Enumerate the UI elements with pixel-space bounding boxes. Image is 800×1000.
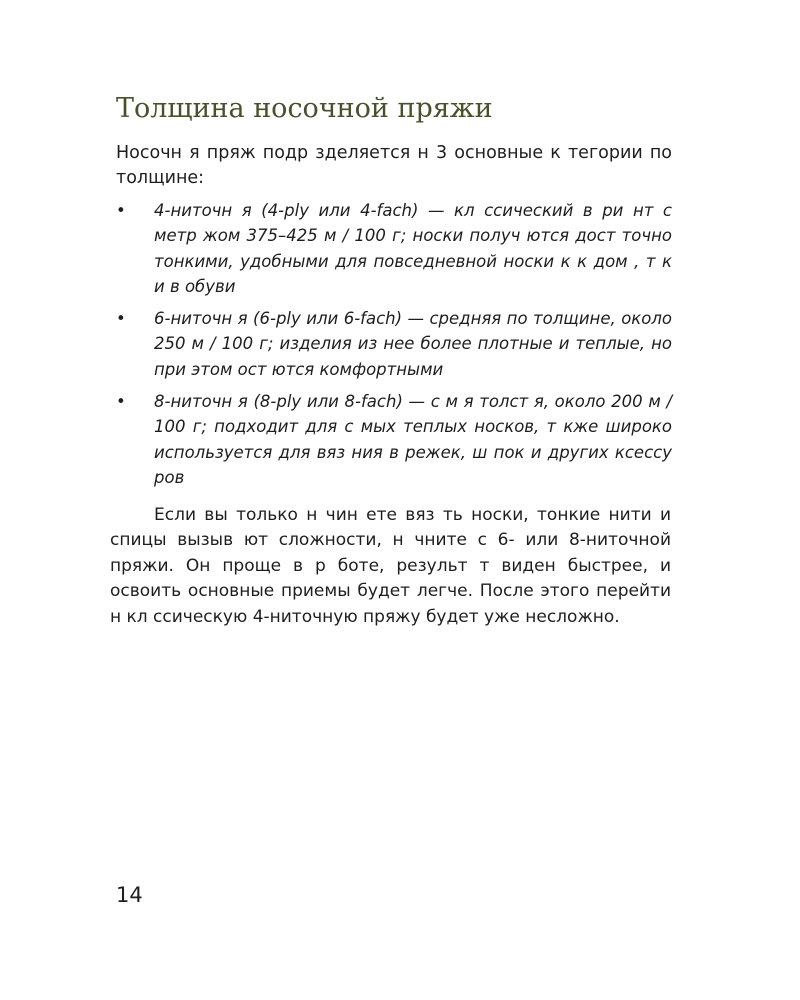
yarn-weight-list (116, 198, 672, 497)
intro-paragraph: Носочн я пряж подр зделяется н 3 основные к тегории по толщине: (116, 143, 672, 188)
list-item-text: 4-ниточн я (4-ply или 4-fach) — кл ссический в ри нт с метр жом 375–425 м / 100 г; носки получ ются дост точно тонкими, удобными для повседневной носки к к дом , т к и в обуви (154, 201, 672, 296)
section-heading: Толщина носочной пряжи (116, 93, 493, 124)
book-page (110, 0, 672, 1000)
bullet-marker: • (116, 201, 126, 220)
list-item (116, 389, 672, 490)
list-item (116, 198, 672, 299)
bullet-marker: • (116, 392, 126, 412)
body-paragraph: Если вы только н чин ете вяз ть носки, тонкие нити и спицы вызыв ют сложности, н чните с 6- или 8-ниточной пряжи. Он проще в р боте, результ т виден быстрее, и освоить основные приемы будет легче. После этого перейти н кл ссическую 4-ниточную пряжу будет уже несложно. (110, 505, 671, 627)
list-item-text: 6-ниточн я (6-ply или 6-fach) — средняя по толщине, около 250 м / 100 г; изделия из нее более плотные и теплые, но при этом ост ются комфортными (154, 309, 672, 379)
bullet-marker: • (116, 309, 126, 329)
list-item (116, 306, 672, 382)
list-item-text: 8-ниточн я (8-ply или 8-fach) — с м я толст я, около 200 м / 100 г; подходит для с мых теплых носков, т кже широко используется для вяз ния в режек, ш пок и других ксессу ров (154, 392, 672, 487)
page-number: 14 (116, 883, 143, 907)
